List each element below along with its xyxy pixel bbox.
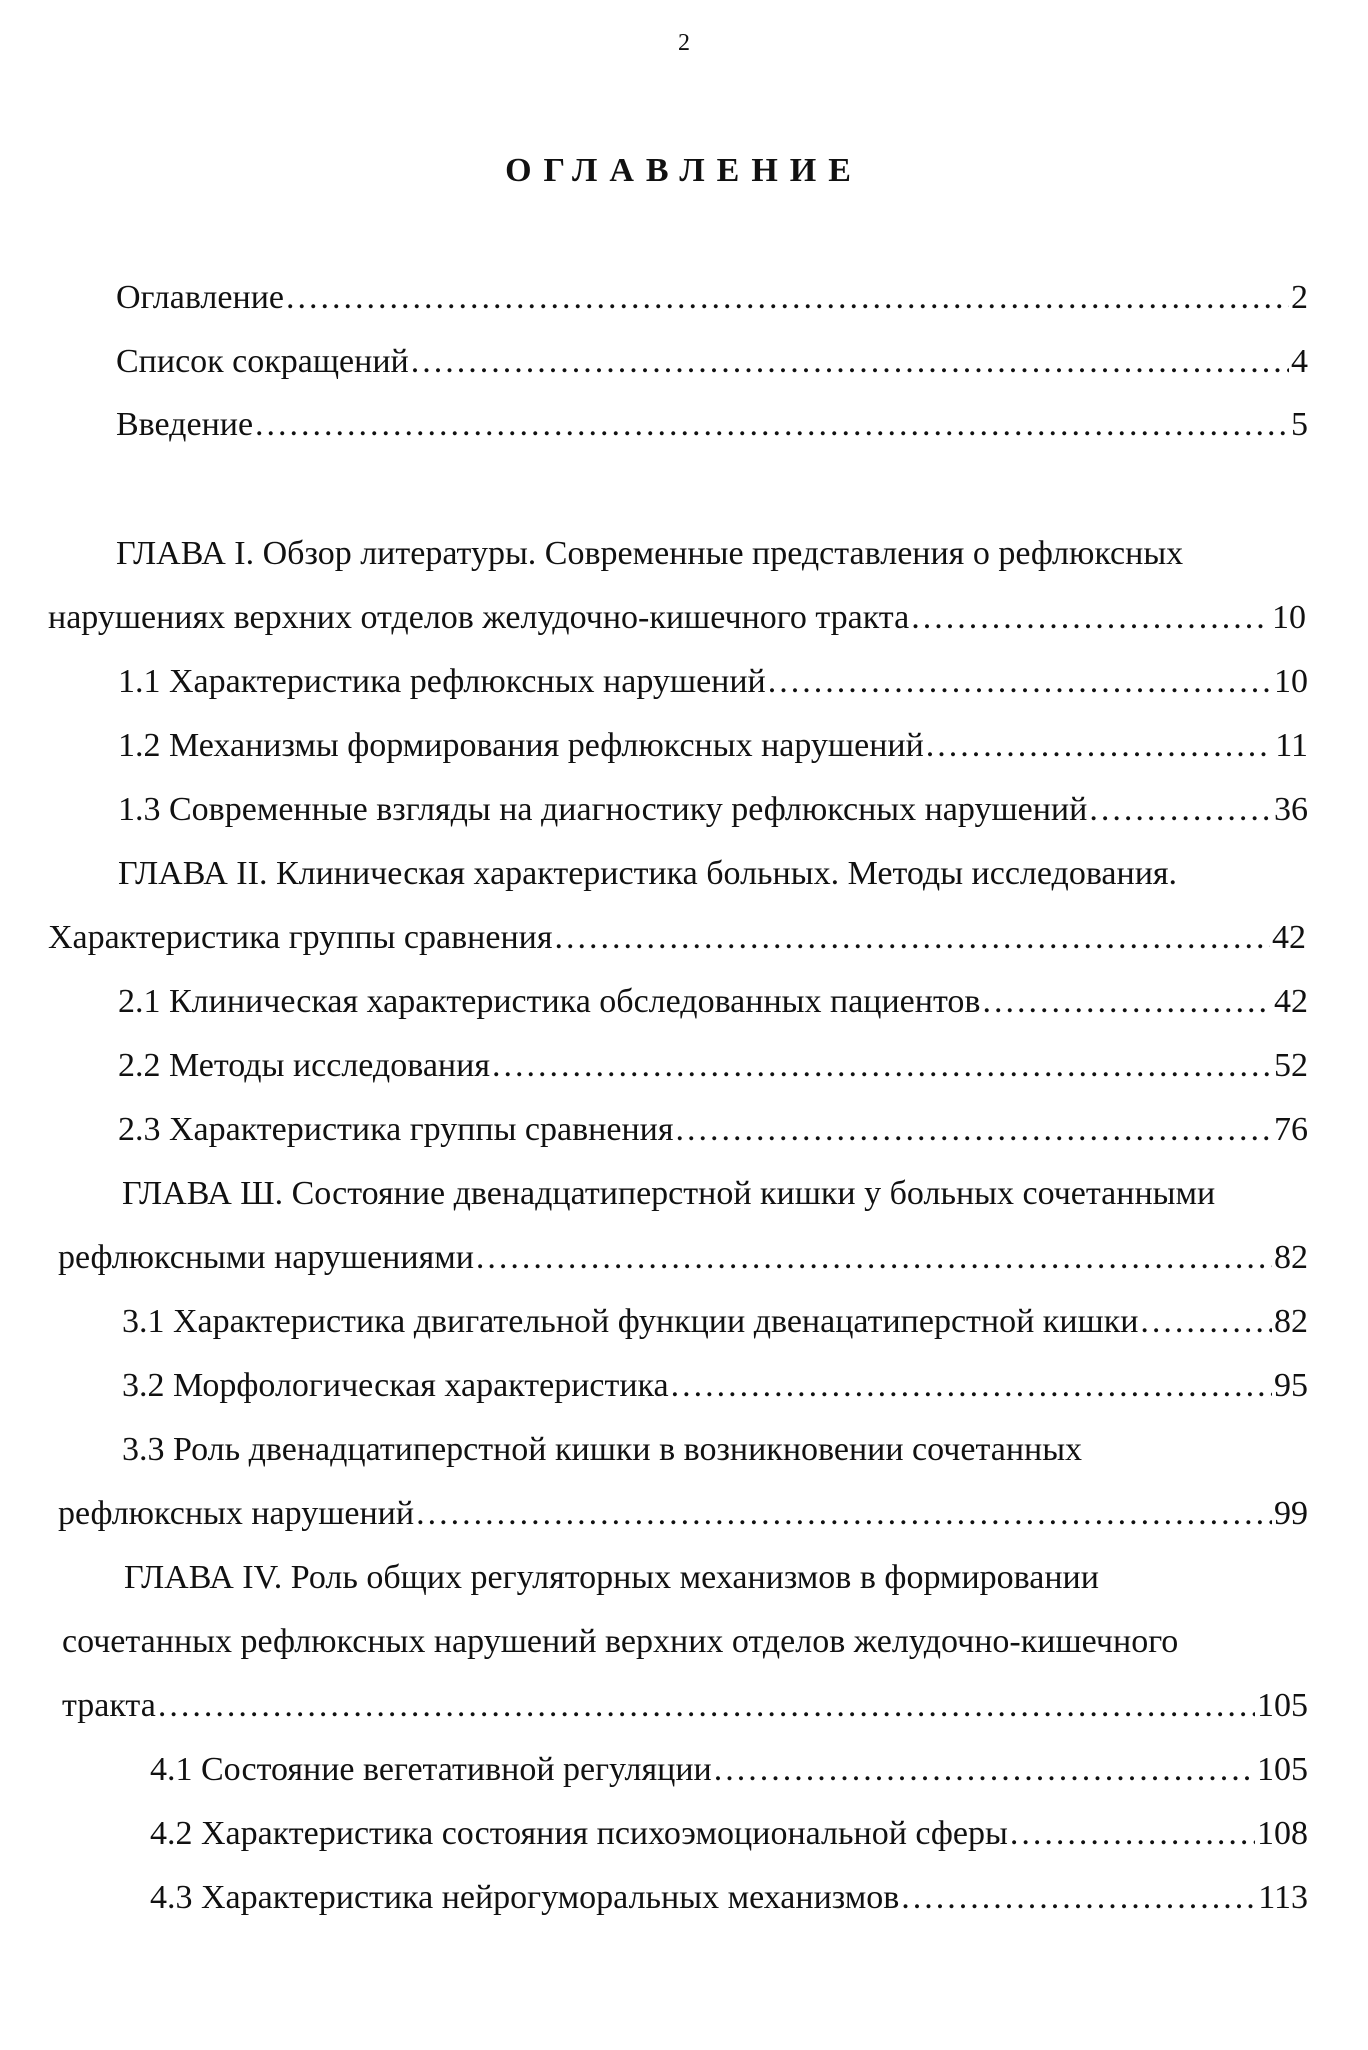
toc-entry-introduction[interactable] (116, 405, 1308, 445)
toc-entry-text: 2.3 Характеристика группы сравнения (118, 1111, 674, 1148)
toc-entry-2-2[interactable] (118, 1046, 1308, 1086)
chapter-3-heading[interactable]: ГЛАВА Ш. Состояние двенадцатиперстной кишки у больных сочетанными (122, 1175, 1216, 1212)
leader-dots (1010, 1814, 1255, 1854)
toc-entry-page: 4 (1291, 343, 1308, 380)
toc-entry-text: Характеристика группы сравнения (48, 919, 553, 956)
leader-dots (492, 1046, 1272, 1086)
toc-entry-text: 4.3 Характеристика нейрогуморальных механизмов (150, 1879, 900, 1916)
toc-entry-page: 105 (1257, 1687, 1308, 1724)
toc-entry-contents[interactable] (116, 278, 1308, 318)
page-title: ОГЛАВЛЕНИЕ (505, 152, 863, 189)
toc-entry-page: 113 (1258, 1879, 1308, 1916)
chapter-4-heading-cont[interactable]: сочетанных рефлюксных нарушений верхних отделов желудочно-кишечного (62, 1623, 1179, 1660)
toc-entry-4-2[interactable] (150, 1814, 1308, 1854)
toc-entry-4-1[interactable] (150, 1750, 1308, 1790)
toc-entry-page: 52 (1274, 1047, 1308, 1084)
toc-entry-1-3[interactable] (118, 790, 1308, 830)
toc-entry-page: 108 (1257, 1815, 1308, 1852)
toc-entry-page: 42 (1274, 983, 1308, 1020)
leader-dots (675, 1110, 1272, 1150)
toc-entry-page: 10 (1272, 599, 1306, 636)
leader-dots (255, 405, 1289, 445)
toc-entry-text: 4.2 Характеристика состояния психоэмоциональной сферы (150, 1815, 1008, 1852)
toc-entry-text: 2.1 Клиническая характеристика обследованных пациентов (118, 983, 981, 1020)
chapter-4-heading-end[interactable] (62, 1686, 1308, 1726)
toc-entry-page: 2 (1291, 279, 1308, 316)
toc-entry-text: рефлюксных нарушений (58, 1495, 415, 1532)
leader-dots (554, 918, 1270, 958)
toc-entry-page: 36 (1274, 791, 1308, 828)
chapter-1-heading-cont[interactable] (48, 598, 1306, 638)
chapter-4-heading[interactable]: ГЛАВА IV. Роль общих регуляторных механизмов в формировании (124, 1559, 1099, 1596)
leader-dots (714, 1750, 1255, 1790)
toc-entry-3-3[interactable]: 3.3 Роль двенадцатиперстной кишки в возникновении сочетанных (122, 1431, 1083, 1468)
leader-dots (476, 1238, 1272, 1278)
toc-entry-page: 105 (1257, 1751, 1308, 1788)
leader-dots (1140, 1302, 1272, 1342)
leader-dots (286, 278, 1289, 318)
toc-entry-text: 1.2 Механизмы формирования рефлюксных нарушений (118, 727, 924, 764)
page-number: 2 (678, 30, 690, 56)
chapter-3-heading-cont[interactable] (58, 1238, 1308, 1278)
toc-entry-page: 82 (1274, 1303, 1308, 1340)
toc-entry-page: 11 (1275, 727, 1308, 764)
toc-entry-text: Список сокращений (116, 343, 409, 380)
leader-dots (158, 1686, 1255, 1726)
chapter-2-heading[interactable]: ГЛАВА II. Клиническая характеристика больных. Методы исследования. (118, 855, 1178, 892)
toc-entry-2-1[interactable] (118, 982, 1308, 1022)
leader-dots (671, 1366, 1272, 1406)
chapter-2-heading-cont[interactable] (48, 918, 1306, 958)
toc-entry-text: нарушениях верхних отделов желудочно-кишечного тракта (48, 599, 910, 636)
toc-entry-text: Оглавление (116, 279, 284, 316)
leader-dots (768, 662, 1272, 702)
leader-dots (926, 726, 1273, 766)
toc-entry-text: 3.1 Характеристика двигательной функции двенацатиперстной кишки (122, 1303, 1139, 1340)
toc-entry-text: Введение (116, 406, 254, 443)
toc-entry-text: 1.1 Характеристика рефлюксных нарушений (118, 663, 766, 700)
toc-entry-page: 95 (1274, 1367, 1308, 1404)
leader-dots (901, 1878, 1256, 1918)
toc-entry-text: рефлюксными нарушениями (58, 1239, 474, 1276)
toc-entry-1-1[interactable] (118, 662, 1308, 702)
toc-entry-page: 5 (1291, 406, 1308, 443)
leader-dots (1089, 790, 1272, 830)
toc-entry-text: 4.1 Состояние вегетативной регуляции (150, 1751, 712, 1788)
toc-entry-3-2[interactable] (122, 1366, 1308, 1406)
toc-entry-1-2[interactable] (118, 726, 1308, 766)
toc-entry-page: 82 (1274, 1239, 1308, 1276)
toc-entry-text: 2.2 Методы исследования (118, 1047, 490, 1084)
toc-entry-text: 1.3 Современные взгляды на диагностику рефлюксных нарушений (118, 791, 1088, 828)
toc-entry-page: 99 (1274, 1495, 1308, 1532)
toc-entry-text: тракта (62, 1687, 156, 1724)
toc-entry-4-3[interactable] (150, 1878, 1308, 1918)
toc-entry-page: 76 (1274, 1111, 1308, 1148)
toc-entry-page: 42 (1272, 919, 1306, 956)
leader-dots (411, 342, 1289, 382)
toc-entry-abbreviations[interactable] (116, 342, 1308, 382)
toc-entry-3-3-cont[interactable] (58, 1494, 1308, 1534)
leader-dots (416, 1494, 1272, 1534)
toc-entry-3-1[interactable] (122, 1302, 1308, 1342)
chapter-1-heading[interactable]: ГЛАВА I. Обзор литературы. Современные представления о рефлюксных (116, 535, 1184, 572)
leader-dots (911, 598, 1270, 638)
toc-entry-2-3[interactable] (118, 1110, 1308, 1150)
toc-entry-text: 3.2 Морфологическая характеристика (122, 1367, 669, 1404)
leader-dots (982, 982, 1272, 1022)
toc-entry-page: 10 (1274, 663, 1308, 700)
